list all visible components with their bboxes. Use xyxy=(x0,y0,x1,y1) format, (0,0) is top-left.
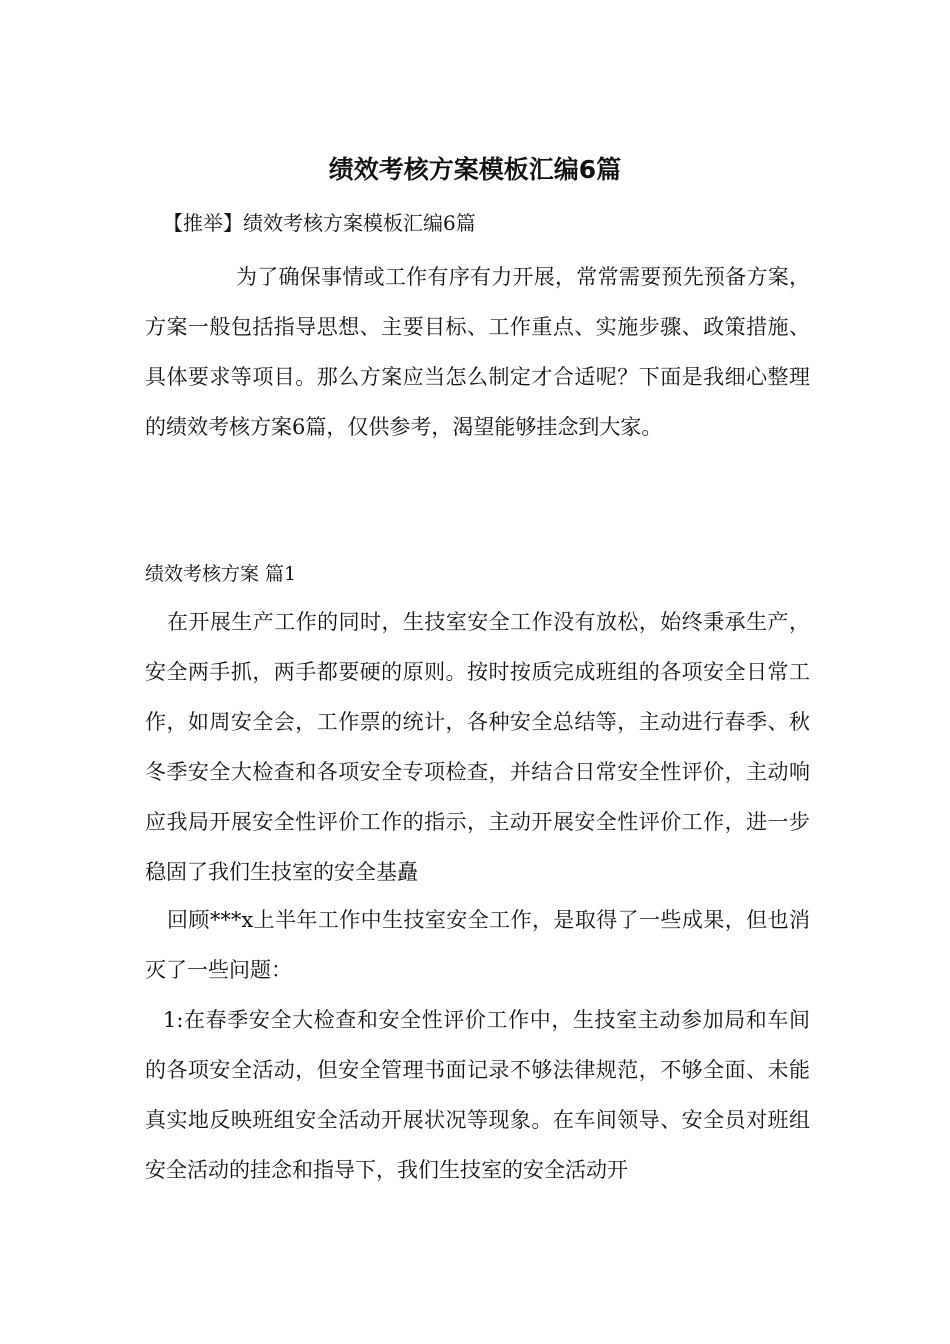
body-paragraph: 回顾***x上半年工作中生技室安全工作，是取得了一些成果，但也消灭了一些问题： xyxy=(145,908,810,982)
intro-paragraph: 为了确保事情或工作有序有力开展，常常需要预先预备方案，方案一般包括指导思想、主要目标、工作重点、实施步骤、政策措施、具体要求等项目。那么方案应当怎么制定才合适呢？下面是我细心整理的绩效考核方案6篇，仅供参考，渴望能够挂念到大家。 xyxy=(145,265,810,439)
body-paragraph: 在开展生产工作的同时，生技室安全工作没有放松，始终秉承生产，安全两手抓，两手都要硬的原则。按时按质完成班组的各项安全日常工作，如周安全会，工作票的统计，各种安全总结等，主动进行春季、秋冬季安全大检查和各项安全专项检查，并结合日常安全性评价，主动响应我局开展安全性评价工作的指示，主动开展安全性评价工作，进一步稳固了我们生技室的安全基矗 xyxy=(145,610,810,884)
body-paragraph: 1:在春季安全大检查和安全性评价工作中，生技室主动参加局和车间的各项安全活动，但安全管理书面记录不够法律规范，不够全面、未能真实地反映班组安全活动开展状况等现象。在车间领导、安全员对班组安全活动的挂念和指导下，我们生技室的安全活动开 xyxy=(145,1008,810,1182)
section-heading: 绩效考核方案 篇1 xyxy=(145,563,297,585)
document-title: 绩效考核方案模板汇编6篇 xyxy=(328,155,622,184)
document-subtitle: 【推举】绩效考核方案模板汇编6篇 xyxy=(163,211,476,235)
